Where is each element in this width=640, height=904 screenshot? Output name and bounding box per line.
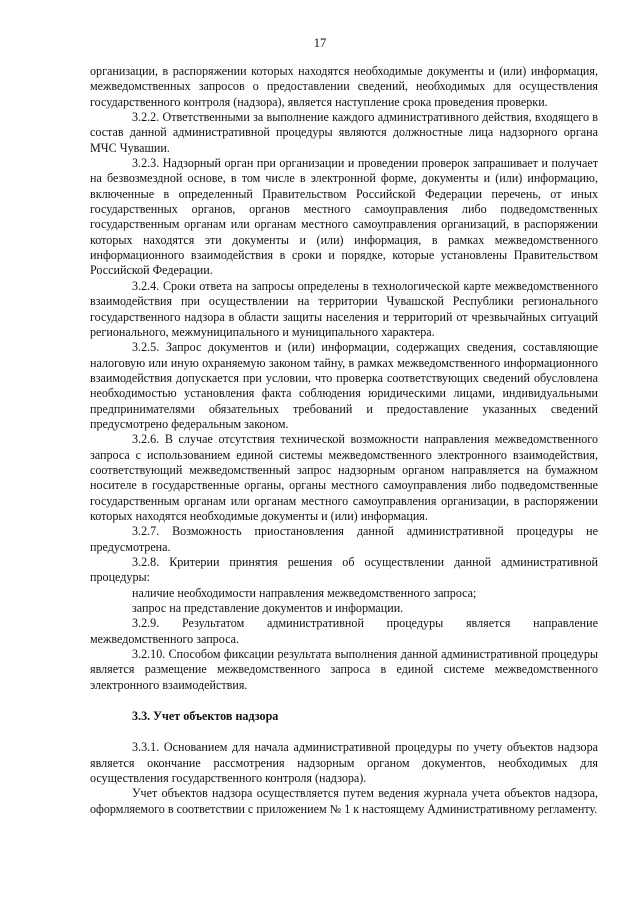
paragraph: 3.2.4. Сроки ответа на запросы определены в технологической карте межведомственного взаимодействия при осуществлении на территории Чувашской Республики регионального государственного надзора в области защиты населения и территорий от чрезвычайных ситуаций регионального, межмуниципального и муниципального характера. <box>90 278 598 339</box>
paragraph: Учет объектов надзора осуществляется путем ведения журнала учета объектов надзора, оформляемого в соответствии с приложением № 1 к настоящему Административному регламенту. <box>90 786 598 816</box>
paragraph: 3.2.7. Возможность приостановления данной административной процедуры не предусмотрена. <box>90 524 598 554</box>
paragraph: 3.2.6. В случае отсутствия технической возможности направления межведомственного запроса с использованием единой системы межведомственного электронного взаимодействия, соответствующий межведомственный запрос надзорным органом направляется на бумажном носителе в государственные органы, органы местного самоуправления либо подведомственные государственным органам или органам местного самоуправления организации, в распоряжении которых находятся необходимые документы и (или) информация. <box>90 432 598 523</box>
list-item: запрос на представление документов и информации. <box>132 601 404 616</box>
paragraph: организации, в распоряжении которых находятся необходимые документы и (или) информация, межведомственных запросов о предоставлении сведений, необходимых для осуществления государственного контроля (надзора), является наступление срока проведения проверки. <box>90 64 598 109</box>
paragraph: 3.3.1. Основанием для начала административной процедуры по учету объектов надзора является окончание рассмотрения надзорным органом документов, необходимых для осуществления государственного контроля (надзора). <box>90 740 598 786</box>
page-number: 17 <box>313 36 327 50</box>
page-body <box>90 64 598 817</box>
paragraph: 3.2.8. Критерии принятия решения об осуществлении данной административной процедуры: <box>90 555 598 585</box>
paragraph: 3.2.3. Надзорный орган при организации и проведении проверок запрашивает и получает на безвозмездной основе, в том числе в электронной форме, документы и (или) информацию, включенные в определенный Правительством Российской Федерации перечень, от иных государственных органов, органов местного самоуправления либо подведомственных государственным органам или органам местного самоуправления организаций, в распоряжении которых находятся эти документы и (или) информация, в рамках межведомственного информационного взаимодействия в сроки и порядке, которые установлены Правительством Российской Федерации. <box>90 156 598 278</box>
list-item: наличие необходимости направления межведомственного запроса; <box>132 585 477 600</box>
paragraph: 3.2.10. Способом фиксации результата выполнения данной административной процедуры является размещение межведомственного запроса в единой системе межведомственного электронного взаимодействия. <box>90 647 598 692</box>
paragraph: 3.2.5. Запрос документов и (или) информации, содержащих сведения, составляющие налоговую или иную охраняемую законом тайну, в рамках межведомственного информационного взаимодействия допускается при условии, что проверка соответствующих сведений обусловлена необходимостью установления факта соблюдения юридическими лицами, индивидуальными предпринимателями обязательных требований и предоставление указанных сведений предусмотрено федеральным законом. <box>90 340 598 431</box>
paragraph: 3.2.9. Результатом административной процедуры является направление межведомственного запроса. <box>90 616 598 646</box>
section-heading: 3.3. Учет объектов надзора <box>132 709 279 724</box>
paragraph: 3.2.2. Ответственными за выполнение каждого административного действия, входящего в состав данной административной процедуры являются должностные лица надзорного органа МЧС Чувашии. <box>90 110 598 155</box>
